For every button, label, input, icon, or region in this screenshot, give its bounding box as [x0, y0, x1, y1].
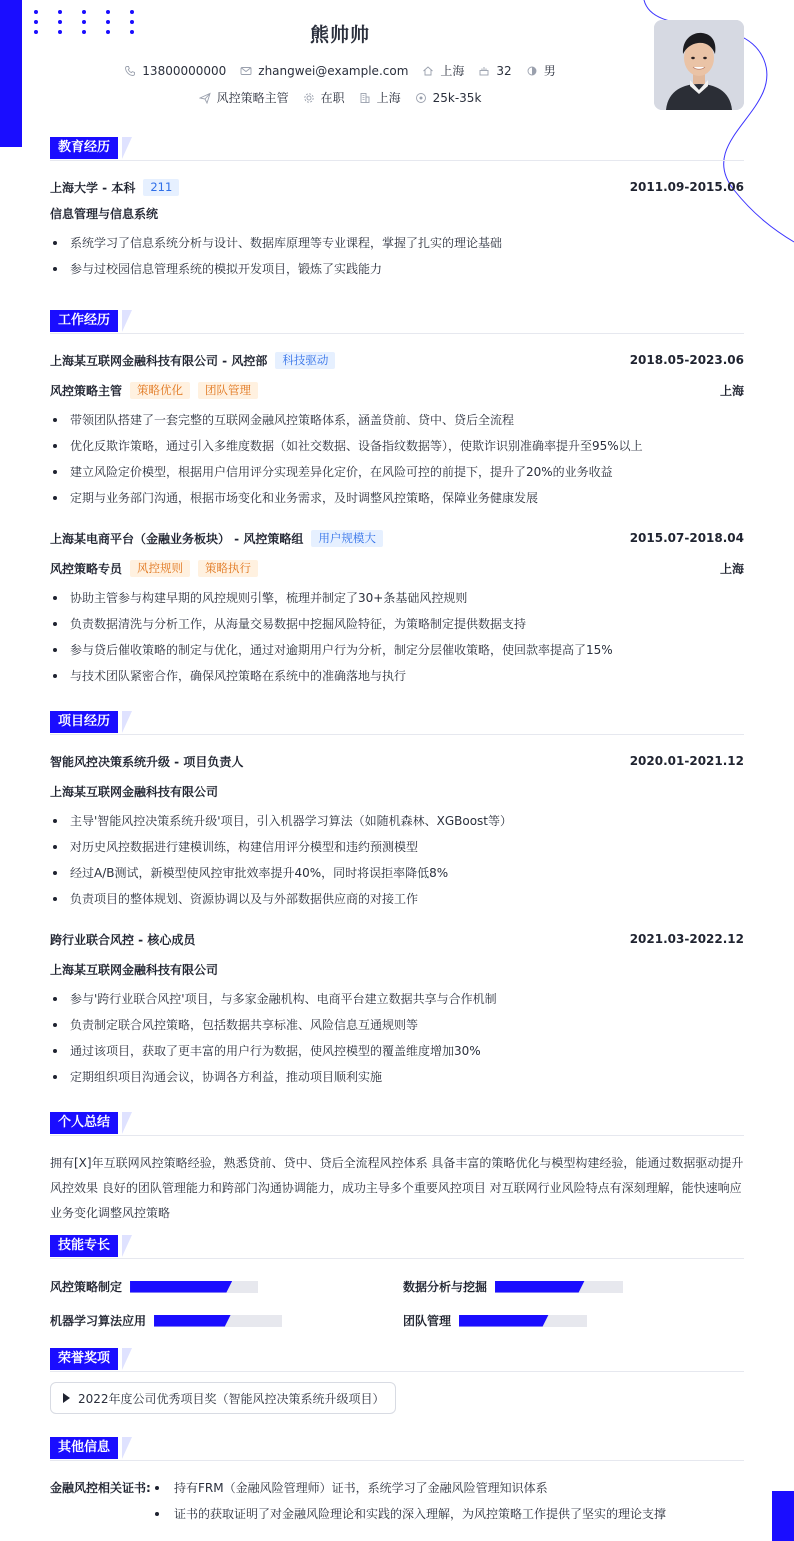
profile-photo — [654, 20, 744, 110]
other-info-key: 金融风控相关证书: — [50, 1481, 151, 1495]
summary-text: 拥有[X]年互联网风控策略经验，熟悉贷前、贷中、贷后全流程风控体系 具备丰富的策略优化与模型构建经验，能通过数据驱动提升风控效果 良好的团队管理能力和跨部门沟通协调能力，成功主导多个重要风控项目 对互联网行业风险特点有深刻理解，能快速响应业务变化调整风控策略 — [50, 1156, 744, 1220]
work-section-title — [50, 310, 744, 334]
list-item: 建立风险定价模型，根据用户信用评分实现差异化定价，在风险可控的前提下，提升了20%的业务收益 — [50, 459, 744, 485]
role-row — [50, 555, 744, 581]
gear-icon — [303, 92, 315, 104]
skill-name: 机器学习算法应用 — [50, 1314, 147, 1328]
education-bullets — [50, 226, 744, 282]
company-tag: 用户规模大 — [311, 530, 383, 547]
work-entry-head — [50, 347, 744, 373]
role-tag: 策略执行 — [198, 560, 258, 577]
project-entry-head — [50, 926, 744, 952]
award-item[interactable] — [50, 1382, 396, 1414]
bottom-right-accent-bar — [772, 1491, 794, 1541]
contact-row — [0, 62, 680, 79]
other-section — [50, 1437, 744, 1527]
skill-bar-fill — [459, 1315, 549, 1327]
project-name: 智能风控决策系统升级 - 项目负责人 — [50, 754, 244, 769]
city-item — [422, 62, 464, 79]
list-item: 经过A/B测试，新模型使风控审批效率提升40%，同时将误拒率降低8% — [50, 860, 744, 886]
project-org: 上海某互联网金融科技有限公司 — [50, 962, 219, 977]
cake-icon — [478, 65, 490, 77]
skill-bar — [154, 1315, 282, 1327]
section-label: 个人总结 — [50, 1112, 118, 1134]
expand-triangle-icon[interactable] — [63, 1393, 70, 1403]
title-tail — [122, 137, 132, 159]
title-tail — [122, 310, 132, 332]
section-label: 项目经历 — [50, 711, 118, 733]
list-item: 参与贷后催收策略的制定与优化，通过对逾期用户行为分析，制定分层催收策略，使回款率提高了15% — [50, 637, 744, 663]
skill-bar — [130, 1281, 258, 1293]
education-entry-head — [50, 174, 744, 200]
email-text: zhangwei@example.com — [258, 63, 409, 78]
job-intent-row — [0, 89, 680, 106]
section-label: 技能专长 — [50, 1235, 118, 1257]
skill-item — [50, 1278, 258, 1295]
gender-text: 男 — [543, 64, 556, 78]
title-tail — [122, 1112, 132, 1134]
skill-name: 风控策略制定 — [50, 1280, 123, 1294]
projects-section — [50, 711, 744, 1090]
skill-item — [403, 1312, 587, 1329]
candidate-name: 熊帅帅 — [309, 24, 370, 46]
expected-city-text: 上海 — [376, 91, 401, 105]
list-item: 协助主管参与构建早期的风控规则引擎，梳理并制定了30+条基础风控规则 — [50, 585, 744, 611]
project-bullets — [50, 804, 744, 912]
section-label: 荣誉奖项 — [50, 1348, 118, 1370]
project-entry-head — [50, 748, 744, 774]
work-section — [50, 310, 744, 689]
list-item: 对历史风控数据进行建模训练，构建信用评分模型和违约预测模型 — [50, 834, 744, 860]
mail-icon — [240, 65, 252, 77]
education-period: 2011.09-2015.06 — [629, 180, 744, 194]
list-item: 证书的获取证明了对金融风险理论和实践的深入理解，为风控策略工作提供了坚实的理论支撑 — [152, 1501, 666, 1527]
other-section-title — [50, 1437, 744, 1461]
gender-icon — [526, 65, 538, 77]
role-tag: 团队管理 — [198, 382, 258, 399]
other-bullets — [152, 1475, 666, 1527]
status-text: 在职 — [320, 91, 345, 105]
title-tail — [122, 1437, 132, 1459]
skill-bar-fill — [495, 1281, 585, 1293]
job-target-item — [199, 89, 289, 106]
work-location: 上海 — [719, 383, 744, 398]
send-icon — [199, 92, 211, 104]
skill-bar — [495, 1281, 623, 1293]
title-tail — [122, 1348, 132, 1370]
list-item: 参与过校园信息管理系统的模拟开发项目，锻炼了实践能力 — [50, 256, 744, 282]
skills-section-title — [50, 1235, 744, 1259]
company-name: 上海某电商平台（金融业务板块） - 风控策略组 — [50, 531, 304, 546]
role-title: 风控策略主管 — [50, 383, 123, 398]
expected-city-item — [359, 89, 401, 106]
email-item — [240, 64, 408, 78]
title-tail — [122, 1235, 132, 1257]
project-name: 跨行业联合风控 - 核心成员 — [50, 932, 196, 947]
phone-item — [124, 64, 226, 78]
school-name: 上海大学 - 本科 — [50, 180, 136, 195]
list-item: 带领团队搭建了一套完整的互联网金融风控策略体系，涵盖贷前、贷中、贷后全流程 — [50, 407, 744, 433]
skill-bar — [459, 1315, 587, 1327]
resume-header — [0, 0, 794, 130]
home-icon — [422, 65, 434, 77]
role-row — [50, 377, 744, 403]
awards-section-title — [50, 1348, 744, 1372]
skills-section — [50, 1235, 744, 1329]
title-tail — [122, 711, 132, 733]
section-label: 其他信息 — [50, 1437, 118, 1459]
list-item: 与技术团队紧密合作，确保风控策略在系统中的准确落地与执行 — [50, 663, 744, 689]
project-period: 2020.01-2021.12 — [629, 754, 744, 768]
list-item: 参与'跨行业联合风控'项目，与多家金融机构、电商平台建立数据共享与合作机制 — [50, 986, 744, 1012]
coin-icon — [415, 92, 427, 104]
status-item — [303, 89, 345, 106]
list-item: 定期组织项目沟通会议，协调各方利益，推动项目顺利实施 — [50, 1064, 744, 1090]
phone-text: 13800000000 — [142, 63, 227, 78]
list-item: 优化反欺诈策略，通过引入多维度数据（如社交数据、设备指纹数据等），使欺诈识别准确率提升至95%以上 — [50, 433, 744, 459]
city-text: 上海 — [440, 64, 465, 78]
age-text: 32 — [496, 63, 512, 78]
section-label: 工作经历 — [50, 310, 118, 332]
age-item — [478, 64, 511, 78]
work-bullets — [50, 581, 744, 689]
list-item: 负责项目的整体规划、资源协调以及与外部数据供应商的对接工作 — [50, 886, 744, 912]
list-item: 系统学习了信息系统分析与设计、数据库原理等专业课程，掌握了扎实的理论基础 — [50, 230, 744, 256]
section-label: 教育经历 — [50, 137, 118, 159]
salary-text: 25k-35k — [432, 90, 482, 105]
work-entry-head — [50, 525, 744, 551]
company-tag: 科技驱动 — [275, 352, 335, 369]
list-item: 负责制定联合风控策略，包括数据共享标准、风险信息互通规则等 — [50, 1012, 744, 1038]
gender-item — [526, 62, 556, 79]
work-location: 上海 — [719, 561, 744, 576]
list-item: 持有FRM（金融风险管理师）证书，系统学习了金融风险管理知识体系 — [152, 1475, 666, 1501]
work-bullets — [50, 403, 744, 511]
awards-section — [50, 1348, 744, 1414]
skill-bar-fill — [130, 1281, 232, 1293]
building-icon — [359, 92, 371, 104]
skill-item — [50, 1312, 282, 1329]
role-title: 风控策略专员 — [50, 561, 123, 576]
list-item: 主导'智能风控决策系统升级'项目，引入机器学习算法（如随机森林、XGBoost等） — [50, 808, 744, 834]
project-bullets — [50, 982, 744, 1090]
list-item: 通过该项目，获取了更丰富的用户行为数据，使风控模型的覆盖维度增加30% — [50, 1038, 744, 1064]
education-section — [50, 137, 744, 282]
role-tag: 策略优化 — [130, 382, 190, 399]
work-period: 2015.07-2018.04 — [629, 531, 744, 545]
skill-bar-fill — [154, 1315, 231, 1327]
skills-grid — [50, 1259, 744, 1329]
role-tag: 风控规则 — [130, 560, 190, 577]
project-period: 2021.03-2022.12 — [629, 932, 744, 946]
work-period: 2018.05-2023.06 — [629, 353, 744, 367]
summary-section — [50, 1112, 744, 1226]
phone-icon — [124, 65, 136, 77]
skill-name: 团队管理 — [403, 1314, 452, 1328]
job-target-text: 风控策略主管 — [216, 91, 289, 105]
project-org: 上海某互联网金融科技有限公司 — [50, 784, 219, 799]
other-info — [50, 1461, 744, 1527]
list-item: 负责数据清洗与分析工作，从海量交易数据中挖掘风险特征，为策略制定提供数据支持 — [50, 611, 744, 637]
projects-section-title — [50, 711, 744, 735]
skill-item — [403, 1278, 623, 1295]
school-tag: 211 — [143, 179, 179, 196]
major: 信息管理与信息系统 — [50, 206, 159, 221]
skill-name: 数据分析与挖掘 — [403, 1280, 488, 1294]
award-text: 2022年度公司优秀项目奖（智能风控决策系统升级项目） — [78, 1391, 385, 1406]
list-item: 定期与业务部门沟通，根据市场变化和业务需求，及时调整风控策略，保障业务健康发展 — [50, 485, 744, 511]
summary-section-title — [50, 1112, 744, 1136]
education-section-title — [50, 137, 744, 161]
salary-item — [415, 91, 482, 105]
company-name: 上海某互联网金融科技有限公司 - 风控部 — [50, 353, 268, 368]
